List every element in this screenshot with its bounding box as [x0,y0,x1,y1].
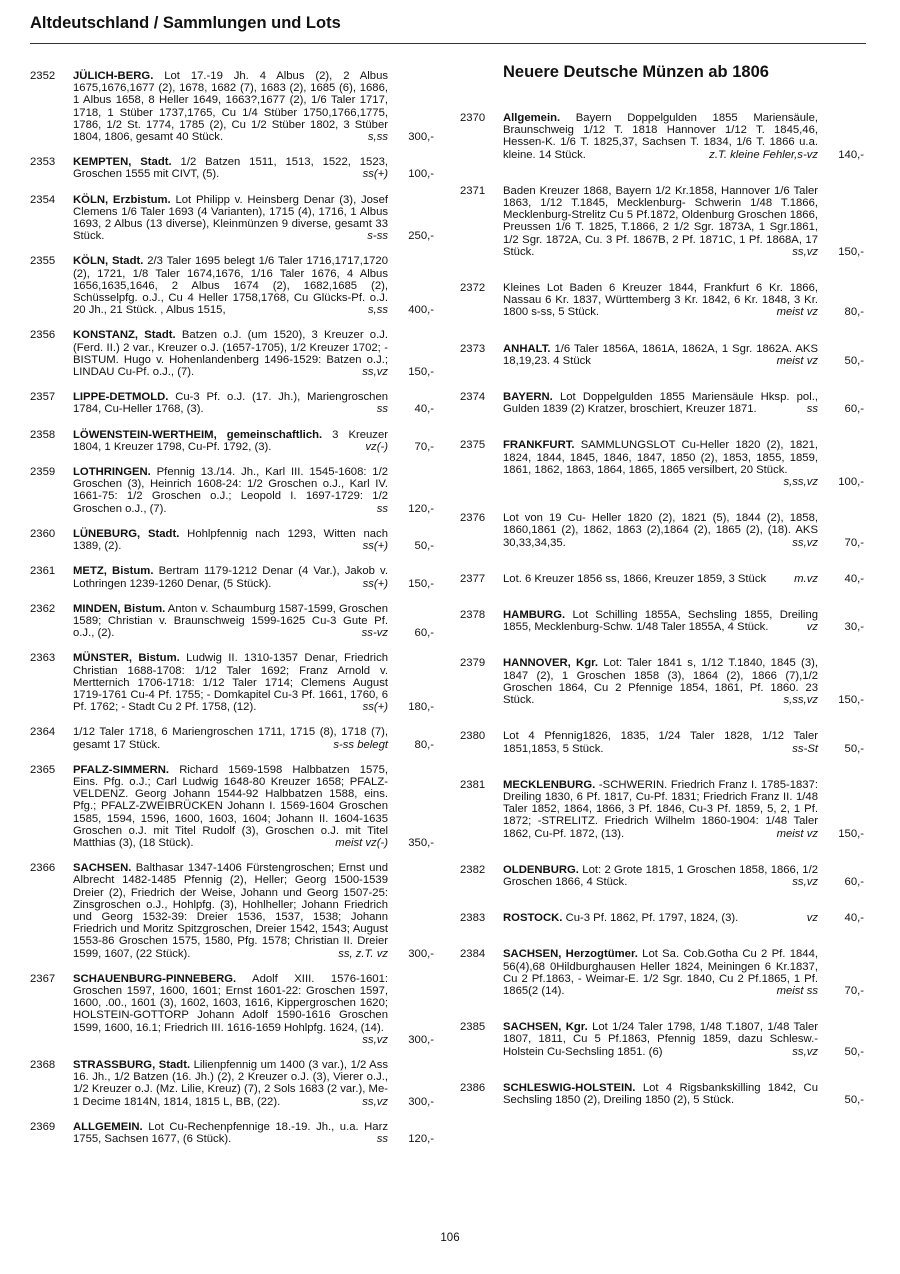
lot-condition: ss,vz [792,1045,818,1058]
lot-number: 2363 [30,652,56,665]
lot-entry [30,1121,434,1145]
lot-price: 140,- [838,148,864,161]
lot-number: 2366 [30,862,56,875]
lot-description [503,391,818,415]
lot-entry [460,657,864,706]
lot-text: Kleines Lot Baden 6 Kreuzer 1844, Frankfurt 6 Kr. 1866, Nassau 6 Kr. 1837, Württemberg 3 Kr. 1842, 6 Kr. 1848, 3 Kr. 1800 s-ss, 5 Stück. [503,282,818,319]
lot-text: Lot. 6 Kreuzer 1856 ss, 1866, Kreuzer 1859, 3 Stück [503,572,767,585]
lot-price: 180,- [408,701,434,714]
lot-condition: vz [806,912,818,925]
lot-name: KONSTANZ, Stadt. [73,329,176,342]
lot-entry [30,429,434,453]
lot-condition: s,ss [367,131,388,144]
lot-condition: meist vz(-) [335,836,388,849]
lot-text: Cu-3 Pf. 1862, Pf. 1797, 1824, (3). [565,912,739,925]
lot-price: 120,- [408,502,434,515]
lot-entry [30,194,434,243]
lot-number: 2380 [460,730,486,743]
lot-condition: ss,vz [362,1033,388,1046]
lot-number: 2378 [460,609,486,622]
lot-condition: ss(+) [362,168,388,181]
lot-text: 2/3 Taler 1695 belegt 1/6 Taler 1716,1717,1720 (2), 1721, 1/8 Taler 1674,1676, 1/16 Taler 1676, 4 Albus 1656,1635,1646, 2 Albus 1674 (2), 1682,1685 (2), Schüsselpfg. o.J., Cu 4 Heller 1758,1768, Cu Glücks-Pf. o.J. 20 Jh., 21 Stück. , Albus 1515, [73,255,388,317]
lot-description [503,282,818,319]
lot-description [73,194,388,243]
lot-number: 2375 [460,439,486,452]
lot-price: 50,- [844,1045,864,1058]
lot-description [503,730,818,754]
lot-number: 2364 [30,726,56,739]
lot-text: Lot von 19 Cu- Heller 1820 (2), 1821 (5), 1844 (2), 1858, 1860,1861 (2), 1862, 1863 (2),1864 (2), 1865 (2), (18). AKS 30,33,34,35. [503,512,818,549]
lot-name: SCHAUENBURG-PINNEBERG. [73,972,237,985]
lot-number: 2386 [460,1081,486,1094]
lot-condition: s,ss,vz [783,476,818,489]
lot-name: ANHALT. [503,342,551,355]
lot-number: 2374 [460,391,486,404]
lot-price: 350,- [408,836,434,849]
lot-condition: meist vz [776,827,818,840]
section-title: Neuere Deutsche Münzen ab 1806 [503,63,769,81]
lot-entry [30,528,434,552]
lot-text: Hohlpfennig nach 1293, Witten nach 1389, (2). [73,527,388,553]
lot-description [73,1059,388,1108]
lot-description [503,1021,818,1058]
lot-text: Lot: Taler 1841 s, 1/12 T.1840, 1845 (3), 1847 (2), 1 Groschen 1858 (3), 1864 (2), 1866 (7),1/2 Groschen 1864, Cu 2 Pfennige 1854, 1861, Pf. 1860. 23 Stück. [503,657,818,707]
lot-entry [30,70,434,143]
lot-description [73,603,388,640]
lot-description [73,652,388,713]
lot-condition: ss,vz [792,536,818,549]
lot-name: KÖLN, Erzbistum. [73,193,171,206]
lot-text: 1/2 Batzen 1511, 1513, 1522, 1523, Groschen 1555 mit CIVT, (5). [73,156,389,181]
lot-number: 2384 [460,948,486,961]
lot-text: Ludwig II. 1310-1357 Denar, Friedrich Christian 1688-1708: 1/12 Taler 1692; Franz Arnold v. Mertternich 1706-1718: 1/12 Taler 1714; Clemens August 1719-1761 Cu-4 Pf. 1755; - Domkapitel Cu-3 Pf. 1661, 1760, 6 Pf. 1762; - Stadt Cu 2 Pf. 1758, (12). [73,652,389,714]
lot-description [503,864,818,888]
lot-entry [460,391,864,415]
lot-entry [30,1059,434,1108]
lot-number: 2356 [30,329,56,342]
lot-price: 100,- [408,168,434,181]
lot-condition: ss(+) [362,540,388,553]
lot-description [503,948,818,997]
lot-condition: meist vz [776,354,818,367]
lot-price: 60,- [844,403,864,416]
lot-number: 2358 [30,428,56,441]
lot-description [73,565,388,589]
lot-text: Lot 1/24 Taler 1798, 1/48 T.1807, 1/48 Taler 1807, 1811, Cu 5 Pf.1863, Pfennig 1859, dazu Schlesw.-Holstein Cu-Sechsling 1851. (6) [503,1021,818,1058]
lot-number: 2367 [30,972,56,985]
lot-description [73,429,388,453]
lot-description [503,185,818,258]
lot-text: Anton v. Schaumburg 1587-1599, Groschen 1589; Christian v. Braunschweig 1599-1625 Cu-3 Gute Pf. o.J., (2). [73,602,388,640]
lot-condition: ss [806,403,818,416]
lot-number: 2365 [30,763,56,776]
lot-entry [460,512,864,549]
lot-entry [460,112,864,161]
lot-name: OLDENBURG. [503,863,579,876]
lot-name: SCHLESWIG-HOLSTEIN. [503,1081,636,1094]
lot-entry [460,573,864,585]
lot-entry [460,609,864,633]
lot-description [503,657,818,706]
lot-description [503,912,818,924]
lot-price: 80,- [844,306,864,319]
lot-entry [460,1082,864,1106]
lot-text: 3 Kreuzer 1804, 1 Kreuzer 1798, Cu-Pf. 1792, (3). [73,428,388,453]
lot-number: 2359 [30,466,56,479]
lot-description [73,764,388,849]
lot-condition: ss, z.T. vz [338,947,388,960]
lot-price: 50,- [414,540,434,553]
lot-condition: s-ss belegt [333,738,388,751]
lot-condition: s-ss [367,230,388,243]
lot-name: LOTHRINGEN. [73,466,151,479]
lot-entry [30,255,434,316]
lot-name: JÜLICH-BERG. [73,70,154,82]
lot-text: Cu-3 Pf. o.J. (17. Jh.), Mariengroschen 1784, Cu-Heller 1768, (3). [73,391,389,416]
lot-text: Bertram 1179-1212 Denar (4 Var.), Jakob v. Lothringen 1239-1260 Denar, (5 Stück). [73,565,388,590]
lot-price: 80,- [414,738,434,751]
lot-condition: ss [376,502,388,515]
lot-text: Adolf XIII. 1576-1601: Groschen 1597, 1600, 1601; Ernst 1601-22: Groschen 1597, 1600, .00., 1601 (3), 1602, 1603, 1616, Kippergroschen 1620; HOLSTEIN-GOTTORP Johann Adolf 1590-1616 Groschen 1599, 1600, 16.1; Friedrich III. 1616-1659 Hohlpfg. 1624, (14). [73,972,389,1034]
lot-number: 2354 [30,193,56,206]
lot-price: 120,- [408,1133,434,1146]
lot-name: MÜNSTER, Bistum. [73,652,180,665]
page-header-title: Altdeutschland / Sammlungen und Lots [30,14,341,32]
lot-text: -SCHWERIN. Friedrich Franz I. 1785-1837: Dreiling 1830, 6 Pf. 1817, Cu-Pf. 1831; Friedrich Franz II. 1/48 Taler 1852, 1864, 1866, 3 Pf. 1846, Cu-3 Pf. 1859, 5, 2, 1 Pf. 1872; -STRELITZ. Friedrich Wilhelm 1860-1904: 1/48 Taler 1862, Cu-Pf. 1872, (13). [503,778,819,840]
lot-number: 2372 [460,282,486,295]
lot-description [73,528,388,552]
lot-text: Pfennig 13./14. Jh., Karl III. 1545-1608: 1/2 Groschen (3), Heinrich 1608-24: 1/2 Groschen o.J., Karl IV. 1661-75: 1/2 Groschen o.J.; Leopold I. 1697-1729: 1/2 Groschen o.J., (7). [73,466,389,515]
lot-text: Bayern Doppelgulden 1855 Mariensäule, Braunschweig 1/12 T. 1818 Hannover 1/12 T. 1845,46, Hessen-K. 1/6 T. 1825,37, Sachsen T. 1834, 1/6 T. 1866 u.a. kleine. 14 Stück. [503,112,818,161]
lot-condition: m.vz [794,572,818,585]
lot-description [503,779,818,840]
lot-text: Balthasar 1347-1406 Fürstengroschen; Ernst und Albrecht 1482-1485 Pfennig (2), Heller; Georg 1500-1539 Dreier (2), Friedrich der Weise, Johann und Georg 1507-25: Zinsgroschen o.J., Hohlpfg. (3), Hohlheller; Johann Friedrich und Georg 1532-39: Dreier 1536, 1537, 1538; Johann Friedrich und Moritz Spitzgroschen, Dreier 1542, 1543; August 1553-86 Groschen 1575, 1580, Pfg. 1578; Christian II. Dreier 1599, 1607, (22 Stück). [73,862,389,960]
lot-price: 400,- [408,304,434,317]
lot-name: SACHSEN. [73,862,132,875]
lot-text: 1/12 Taler 1718, 6 Mariengroschen 1711, 1715 (8), 1718 (7), gesamt 17 Stück. [73,726,388,751]
lot-name: LÖWENSTEIN-WERTHEIM, gemeinschaftlich. [73,428,323,441]
lot-name: BAYERN. [503,391,553,404]
left-column [30,70,434,1158]
lot-price: 50,- [844,354,864,367]
lot-entry [30,466,434,515]
lot-price: 50,- [844,1093,864,1106]
lot-entry [30,652,434,713]
lot-condition: ss,vz [362,366,388,379]
lot-price: 150,- [838,245,864,258]
lot-entry [30,156,434,180]
lot-text: Richard 1569-1598 Halbbatzen 1575, Eins. Pfg. o.J.; Carl Ludwig 1648-80 Kreuzer 1658; PFALZ-VELDENZ. Georg Johann 1544-92 Halbbatzen 1588, eins. Pfg.; PFALZ-ZWEIBRÜCKEN Johann I. 1569-1604 Groschen 1585, 1594, 1596, 1600, 1603, 1604; Johann II. 1604-1635 Groschen o.J. mit Titel Rudolf (3), Groschen o.J. mit Titel Matthias (3), (18 Stück). [73,763,388,849]
lot-entry [30,329,434,378]
page-number: 106 [440,1232,460,1244]
lot-description [73,70,388,143]
lot-number: 2373 [460,342,486,355]
lot-entry [30,565,434,589]
lot-price: 150,- [838,827,864,840]
lot-number: 2369 [30,1120,56,1133]
lot-number: 2379 [460,657,486,670]
lot-price: 150,- [408,577,434,590]
lot-price: 70,- [844,984,864,997]
lot-number: 2377 [460,572,486,585]
lot-condition: ss,vz [792,875,818,888]
lot-number: 2381 [460,778,486,791]
lot-entry [460,948,864,997]
lot-text: SAMMLUNGSLOT Cu-Heller 1820 (2), 1821, 1824, 1844, 1845, 1846, 1847, 1850 (2), 1853, 1855, 1859, 1861, 1862, 1863, 1864, 1865, 1865 versilbert, 20 Stück. [503,439,819,476]
lot-name: KÖLN, Stadt. [73,255,144,268]
lot-number: 2360 [30,527,56,540]
lot-name: SACHSEN, Kgr. [503,1021,588,1034]
lot-text: Lot Philipp v. Heinsberg Denar (3), Josef Clemens 1/6 Taler 1693 (4 Varianten), 1715 (4), 1716, 1 Albus 1693, 2 Albus (13 diverse), Kleinmünzen 9 diverse, gesamt 33 Stück. [73,193,389,243]
lot-entry [460,730,864,754]
lot-price: 300,- [408,131,434,144]
lot-text: Lot Cu-Rechenpfennige 18.-19. Jh., u.a. Harz 1755, Sachsen 1677, (6 Stück). [73,1120,388,1146]
lot-name: MINDEN, Bistum. [73,602,166,615]
lot-name: SACHSEN, Herzogtümer. [503,948,638,961]
lot-name: LIPPE-DETMOLD. [73,391,169,404]
lot-entry [30,726,434,750]
lot-entry [460,912,864,924]
lot-number: 2362 [30,602,56,615]
lot-price: 150,- [838,694,864,707]
lot-name: ROSTOCK. [503,912,563,925]
lot-price: 100,- [838,476,864,489]
lot-price: 150,- [408,366,434,379]
lot-description [73,1121,388,1145]
lot-number: 2385 [460,1021,486,1034]
lot-description [73,862,388,960]
lot-description [503,573,818,585]
lot-entry [460,185,864,258]
lot-text: Lot Schilling 1855A, Sechsling 1855, Dreiling 1855, Mecklenburg-Schw. 1/48 Taler 1855A, 4 Stück. [503,609,819,634]
lot-description [73,156,388,180]
lot-entry [460,439,864,488]
lot-number: 2361 [30,565,56,578]
lot-description [73,726,388,750]
lot-price: 40,- [844,912,864,925]
lot-price: 250,- [408,230,434,243]
lot-price: 70,- [414,440,434,453]
lot-condition: vz [806,621,818,634]
lot-number: 2353 [30,156,56,169]
lot-number: 2383 [460,912,486,925]
lot-price: 40,- [844,572,864,585]
lot-description [503,609,818,633]
lot-price: 300,- [408,947,434,960]
lot-description [503,439,818,488]
lot-name: ALLGEMEIN. [73,1120,143,1133]
lot-entry [30,764,434,849]
lot-description [73,391,388,415]
lot-name: LÜNEBURG, Stadt. [73,527,180,540]
lot-description [503,112,818,161]
lot-number: 2370 [460,112,486,124]
lot-condition: meist ss [776,984,818,997]
lot-text: Lot 4 Rigsbankskilling 1842, Cu Sechsling 1850 (2), Dreiling 1850 (2), 5 Stück. [503,1081,818,1106]
lot-price: 40,- [414,403,434,416]
lot-price: 300,- [408,1033,434,1046]
lot-description [503,512,818,549]
lot-condition: ss,vz [362,1095,388,1108]
lot-entry [460,282,864,319]
lot-price: 300,- [408,1095,434,1108]
lot-price: 60,- [414,627,434,640]
lot-number: 2371 [460,184,486,197]
lot-condition: vz(-) [365,440,388,453]
lot-description [503,343,818,367]
lot-number: 2382 [460,863,486,876]
lot-price: 70,- [844,536,864,549]
lot-condition: z.T. kleine Fehler,s-vz [709,148,818,161]
lot-name: FRANKFURT. [503,439,575,452]
lot-text: Lot Sa. Cob.Gotha Cu 2 Pf. 1844, 56(4),68 0Hildburghausen Heller 1824, Meiningen 6 Kr.1837, Cu 2 Pf.1863, - Weimar-E. 1/2 Sgr. 1840, Cu 2 Pf.1865, 1 Pf. 1865(2 (14). [503,948,818,997]
lot-entry [460,1021,864,1058]
lot-text: Lot 17.-19 Jh. 4 Albus (2), 2 Albus 1675,1676,1677 (2), 1678, 1682 (7), 1683 (2), 1685 (6), 1686, 1 Albus 1658, 8 Heller 1649, 1663?,1677 (2), 1/6 Taler 1717, 1718, 1 Stüber 1737,1765, Cu 1/4 Stüber 1750,1766,1775, 1786, 1/2 St. 1774, 1785 (2), Cu 1/2 Stüber 1802, 3 Stüber 1804, 1806, gesamt 40 Stück. [73,70,389,144]
lot-entry [460,864,864,888]
lot-number: 2352 [30,70,56,82]
lot-condition: ss [376,1133,388,1146]
lot-entry [30,862,434,960]
lot-description [73,973,388,1046]
lot-name: Allgemein. [503,112,561,124]
lot-condition: ss(+) [362,577,388,590]
lot-condition: s,ss [367,304,388,317]
lot-text: Lilienpfennig um 1400 (3 var.), 1/2 Ass 16. Jh., 1/2 Batzen (16. Jh.) (2), 2 Kreuzer o.J. (3), Vierer o.J., 1/2 Kreuzer o.J. (Mz. Lilie, Kreuz) (7), 2 Sols 1683 (2 var.), Me-1 Decime 1814N, 1814, 1815 L, BB, (22). [73,1059,388,1108]
lot-description [73,466,388,515]
header-divider [30,43,866,44]
lot-name: HAMBURG. [503,609,566,622]
lot-description [73,255,388,316]
lot-entry [30,603,434,640]
lot-text: 1/6 Taler 1856A, 1861A, 1862A, 1 Sgr. 1862A. AKS 18,19,23. 4 Stück [503,342,818,367]
lot-price: 30,- [844,621,864,634]
lot-entry [460,343,864,367]
lot-description [503,1082,818,1106]
lot-price: 50,- [844,742,864,755]
lot-condition: ss-St [792,742,818,755]
lot-condition: ss(+) [362,701,388,714]
lot-text: Batzen o.J. (um 1520), 3 Kreuzer o.J. (Ferd. II.) 2 var., Kreuzer o.J. (1657-1705), 1/2 Kreuzer 1702; -BISTUM. Hugo v. Hohenlandenberg 1496-1529: Batzen o.J.; LINDAU Cu-Pf. o.J., (7). [73,329,389,379]
lot-number: 2376 [460,512,486,525]
lot-number: 2355 [30,255,56,268]
lot-text: Lot: 2 Grote 1815, 1 Groschen 1858, 1866, 1/2 Groschen 1866, 4 Stück. [503,863,819,888]
lot-price: 60,- [844,875,864,888]
lot-entry [460,779,864,840]
lot-name: PFALZ-SIMMERN. [73,763,170,776]
lot-entry [30,391,434,415]
lot-condition: meist vz [776,306,818,319]
lot-number: 2368 [30,1059,56,1071]
lot-text: Baden Kreuzer 1868, Bayern 1/2 Kr.1858, Hannover 1/6 Taler 1863, 1/12 T.1845, Mecklenburg- Schwerin 1/48 T.1866, Mecklenburg-Strelitz Cu 5 Pf.1872, Oldenburg Groschen 1866, Preussen 1/6 T. 1825, T.1866, 2 1/2 Sgr. 1873A, 1 Sgr.1861, 1/2 Sgr. 1872A, Cu. 3 Pf. 1867B, 2 Pf. 1871C, 1 Pf. 1868A, 17 Stück. [503,184,818,258]
lot-entry [30,973,434,1046]
lot-condition: s,ss,vz [783,694,818,707]
lot-description [73,329,388,378]
lot-condition: ss-vz [361,627,388,640]
lot-number: 2357 [30,391,56,404]
lot-name: HANNOVER, Kgr. [503,657,599,670]
lot-name: KEMPTEN, Stadt. [73,156,172,169]
lot-text: Lot 4 Pfennig1826, 1835, 1/24 Taler 1828, 1/12 Taler 1851,1853, 5 Stück. [503,730,818,755]
lot-name: STRASSBURG, Stadt. [73,1059,191,1071]
lot-text: Lot Doppelgulden 1855 Mariensäule Hksp. pol., Gulden 1839 (2) Kratzer, broschiert, Kreuzer 1871. [503,391,818,416]
right-column [460,63,864,1130]
lot-name: MECKLENBURG. [503,778,596,791]
lot-name: METZ, Bistum. [73,565,154,578]
lot-condition: ss [376,403,388,416]
lot-condition: ss,vz [792,245,818,258]
